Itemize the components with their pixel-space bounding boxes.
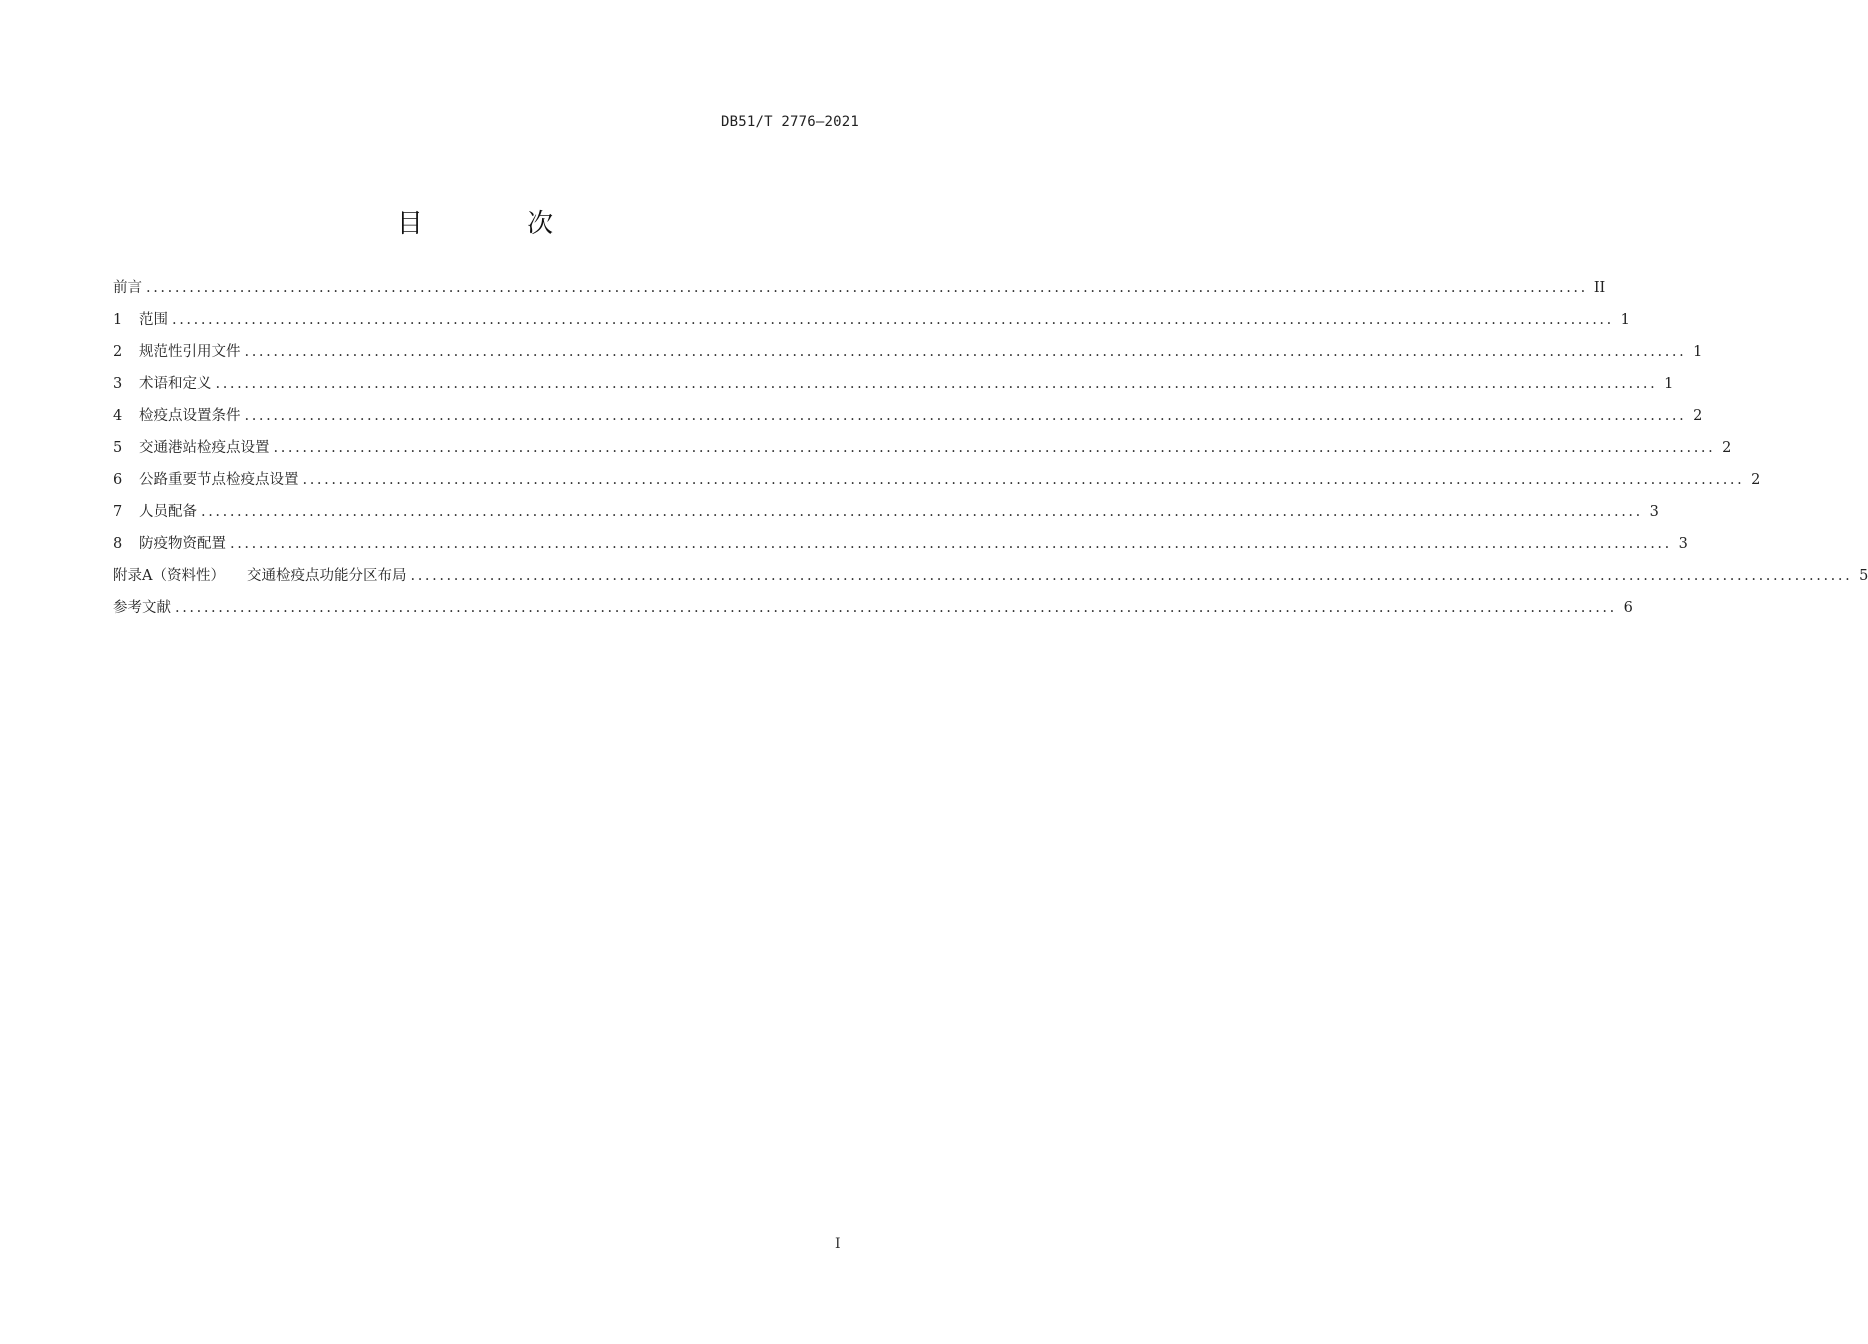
- toc-entry-4[interactable]: [113, 400, 1703, 432]
- toc-leader-dots: ........................................................................................................................................................................................................: [172, 312, 1614, 328]
- toc-leader-dots: ........................................................................................................................................................................................................: [244, 408, 1687, 424]
- toc-entry-number: 6: [113, 472, 123, 488]
- toc-entry-page: 3: [1678, 536, 1688, 552]
- toc-entry-number: 4: [113, 408, 123, 424]
- toc-entry-8[interactable]: [113, 528, 1688, 560]
- toc-entry-label: 术语和定义: [139, 376, 212, 392]
- toc-entry-label: 规范性引用文件: [139, 344, 241, 360]
- toc-leader-dots: ........................................................................................................................................................................................................: [230, 536, 1672, 552]
- toc-leader-dots: ........................................................................................................................................................................................................: [244, 344, 1687, 360]
- toc-entry-page: 2: [1693, 408, 1703, 424]
- toc-leader-dots: ........................................................................................................................................................................................................: [302, 472, 1745, 488]
- toc-leader-dots: ........................................................................................................................................................................................................: [273, 440, 1716, 456]
- toc-entry-page: 1: [1620, 312, 1630, 328]
- toc-entry-number: 附录A（资料性）: [113, 568, 225, 584]
- toc-entry-7[interactable]: [113, 496, 1659, 528]
- toc-leader-dots: ........................................................................................................................................................................................................: [201, 504, 1643, 520]
- document-code: DB51/T 2776—2021: [720, 114, 859, 130]
- toc-entry-5[interactable]: [113, 432, 1732, 464]
- toc-leader-dots: ........................................................................................................................................................................................................: [410, 568, 1853, 584]
- toc-leader-dots: ........................................................................................................................................................................................................: [175, 600, 1617, 616]
- toc-entry-3[interactable]: [113, 368, 1674, 400]
- toc-entry-number: 1: [113, 312, 123, 328]
- toc-title: 目 次: [396, 209, 602, 239]
- toc-entry-page: 2: [1722, 440, 1732, 456]
- toc-entry-number: 3: [113, 376, 123, 392]
- toc-entry-page: 5: [1859, 568, 1868, 584]
- toc-entry-appendix-a[interactable]: [113, 560, 1868, 592]
- toc-entry-label: 人员配备: [139, 504, 197, 520]
- toc-entry-2[interactable]: [113, 336, 1703, 368]
- toc-entry-6[interactable]: [113, 464, 1761, 496]
- table-of-contents: [113, 272, 1868, 624]
- toc-entry-label: 交通港站检疫点设置: [139, 440, 270, 456]
- toc-entry-foreword[interactable]: [113, 272, 1606, 304]
- toc-leader-dots: ........................................................................................................................................................................................................: [215, 376, 1658, 392]
- toc-entry-label: 交通检疫点功能分区布局: [246, 568, 407, 584]
- toc-entry-page: 1: [1664, 376, 1674, 392]
- toc-entry-page: II: [1593, 280, 1606, 296]
- toc-leader-dots: ........................................................................................................................................................................................................: [146, 280, 1588, 296]
- toc-entry-label: 前言: [113, 280, 142, 296]
- toc-entry-number: 7: [113, 504, 123, 520]
- toc-entry-label: 公路重要节点检疫点设置: [139, 472, 299, 488]
- toc-entry-number: 5: [113, 440, 123, 456]
- toc-entry-label: 参考文献: [113, 600, 171, 616]
- toc-entry-page: 2: [1751, 472, 1761, 488]
- toc-entry-number: 8: [113, 536, 123, 552]
- page-number: I: [835, 1236, 841, 1252]
- toc-entry-page: 1: [1693, 344, 1703, 360]
- toc-entry-label: 范围: [139, 312, 168, 328]
- toc-entry-1[interactable]: [113, 304, 1630, 336]
- toc-entry-label: 防疫物资配置: [139, 536, 226, 552]
- toc-entry-number: 2: [113, 344, 123, 360]
- toc-entry-references[interactable]: [113, 592, 1633, 624]
- toc-entry-page: 3: [1649, 504, 1659, 520]
- toc-entry-page: 6: [1623, 600, 1633, 616]
- toc-entry-label: 检疫点设置条件: [139, 408, 241, 424]
